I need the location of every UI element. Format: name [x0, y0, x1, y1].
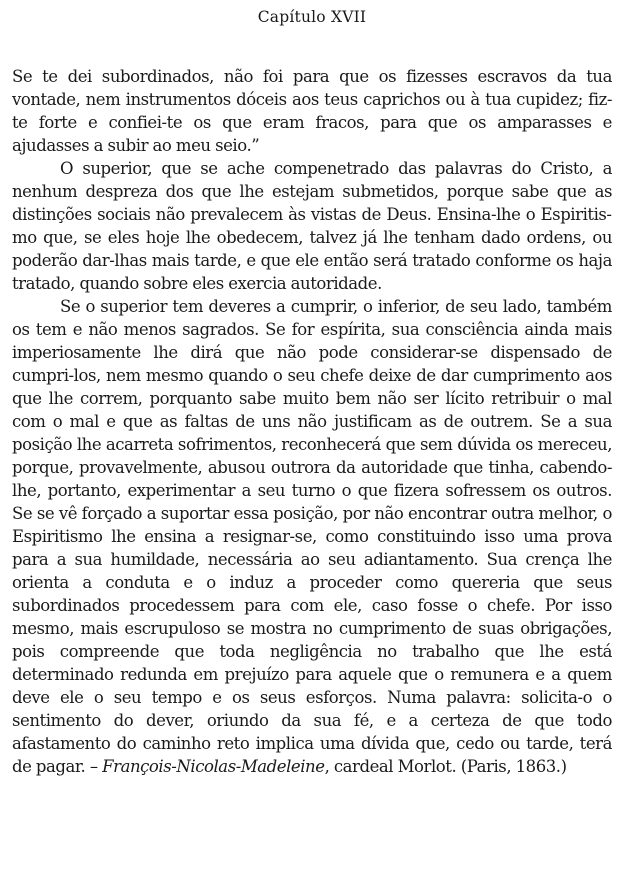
signature-author: François-Nicolas-Madeleine	[102, 757, 325, 776]
body-text	[12, 65, 612, 778]
paragraph-2: O superior, que se ache compenetrado das palavras do Cristo, a nenhum despreza dos que lhe estejam submetidos, porque sabe que as distinções sociais não prevalecem às vistas de Deus. Ensina-lhe o Espiritismo que, se eles hoje lhe obedecem, talvez já lhe tenham dado ordens, ou poderão dar-lhas mais tarde, e que ele então será tratado conforme os haja tratado, quando sobre eles exercia autoridade.	[12, 159, 612, 293]
running-head: Capítulo XVII	[257, 8, 367, 26]
paragraph-3-text: Se o superior tem deveres a cumprir, o inferior, de seu lado, também os tem e não menos sagrados. Se for espírita, sua consciência ainda mais imperiosamente lhe dirá que não pode considerar-se dispensado de cumpri-los, nem mesmo quando o seu chefe deixe de dar cumprimento aos que lhe correm, porquanto sabe muito bem não ser lícito retribuir o mal com o mal e que as faltas de uns não justificam as de outrem. Se a sua posição lhe acarreta sofrimentos, reconhecerá que sem dúvida os mereceu, porque, provavelmente, abusou outrora da autoridade que tinha, cabendo-lhe, portanto, experimentar a seu turno o que fizera sofressem os outros. Se se vê forçado a suportar essa posição, por não encontrar outra melhor, o Espiritismo lhe ensina a resignar-se, como constituindo isso uma prova para a sua humildade, necessária ao seu adiantamento. Sua crença lhe orienta a conduta e o induz a proceder como quereria que seus subordinados procedessem para com ele, caso fosse o chefe. Por isso mesmo, mais escrupuloso se mostra no cumprimento de suas obrigações, pois compreende que toda negligência no trabalho que lhe está determinado redunda em prejuízo para aquele que o remunera e a quem deve ele o seu tempo e os seus esforços. Numa palavra: solicita-o o sentimento do dever, oriundo da sua fé, e a certeza de que todo afastamento do caminho reto implica uma dívida que, cedo ou tarde, terá de pagar. –	[12, 297, 612, 776]
book-page	[12, 0, 612, 778]
paragraph-1: Se te dei subordinados, não foi para que os fizesses escravos da tua vontade, nem instrumentos dóceis aos teus caprichos ou à tua cupidez; fiz-te forte e confiei-te os que eram fracos, para que os amparasses e ajudasses a subir ao meu seio.”	[12, 67, 612, 155]
paragraph-3	[12, 295, 612, 778]
signature-rest: , cardeal Morlot. (Paris, 1863.)	[324, 757, 567, 776]
